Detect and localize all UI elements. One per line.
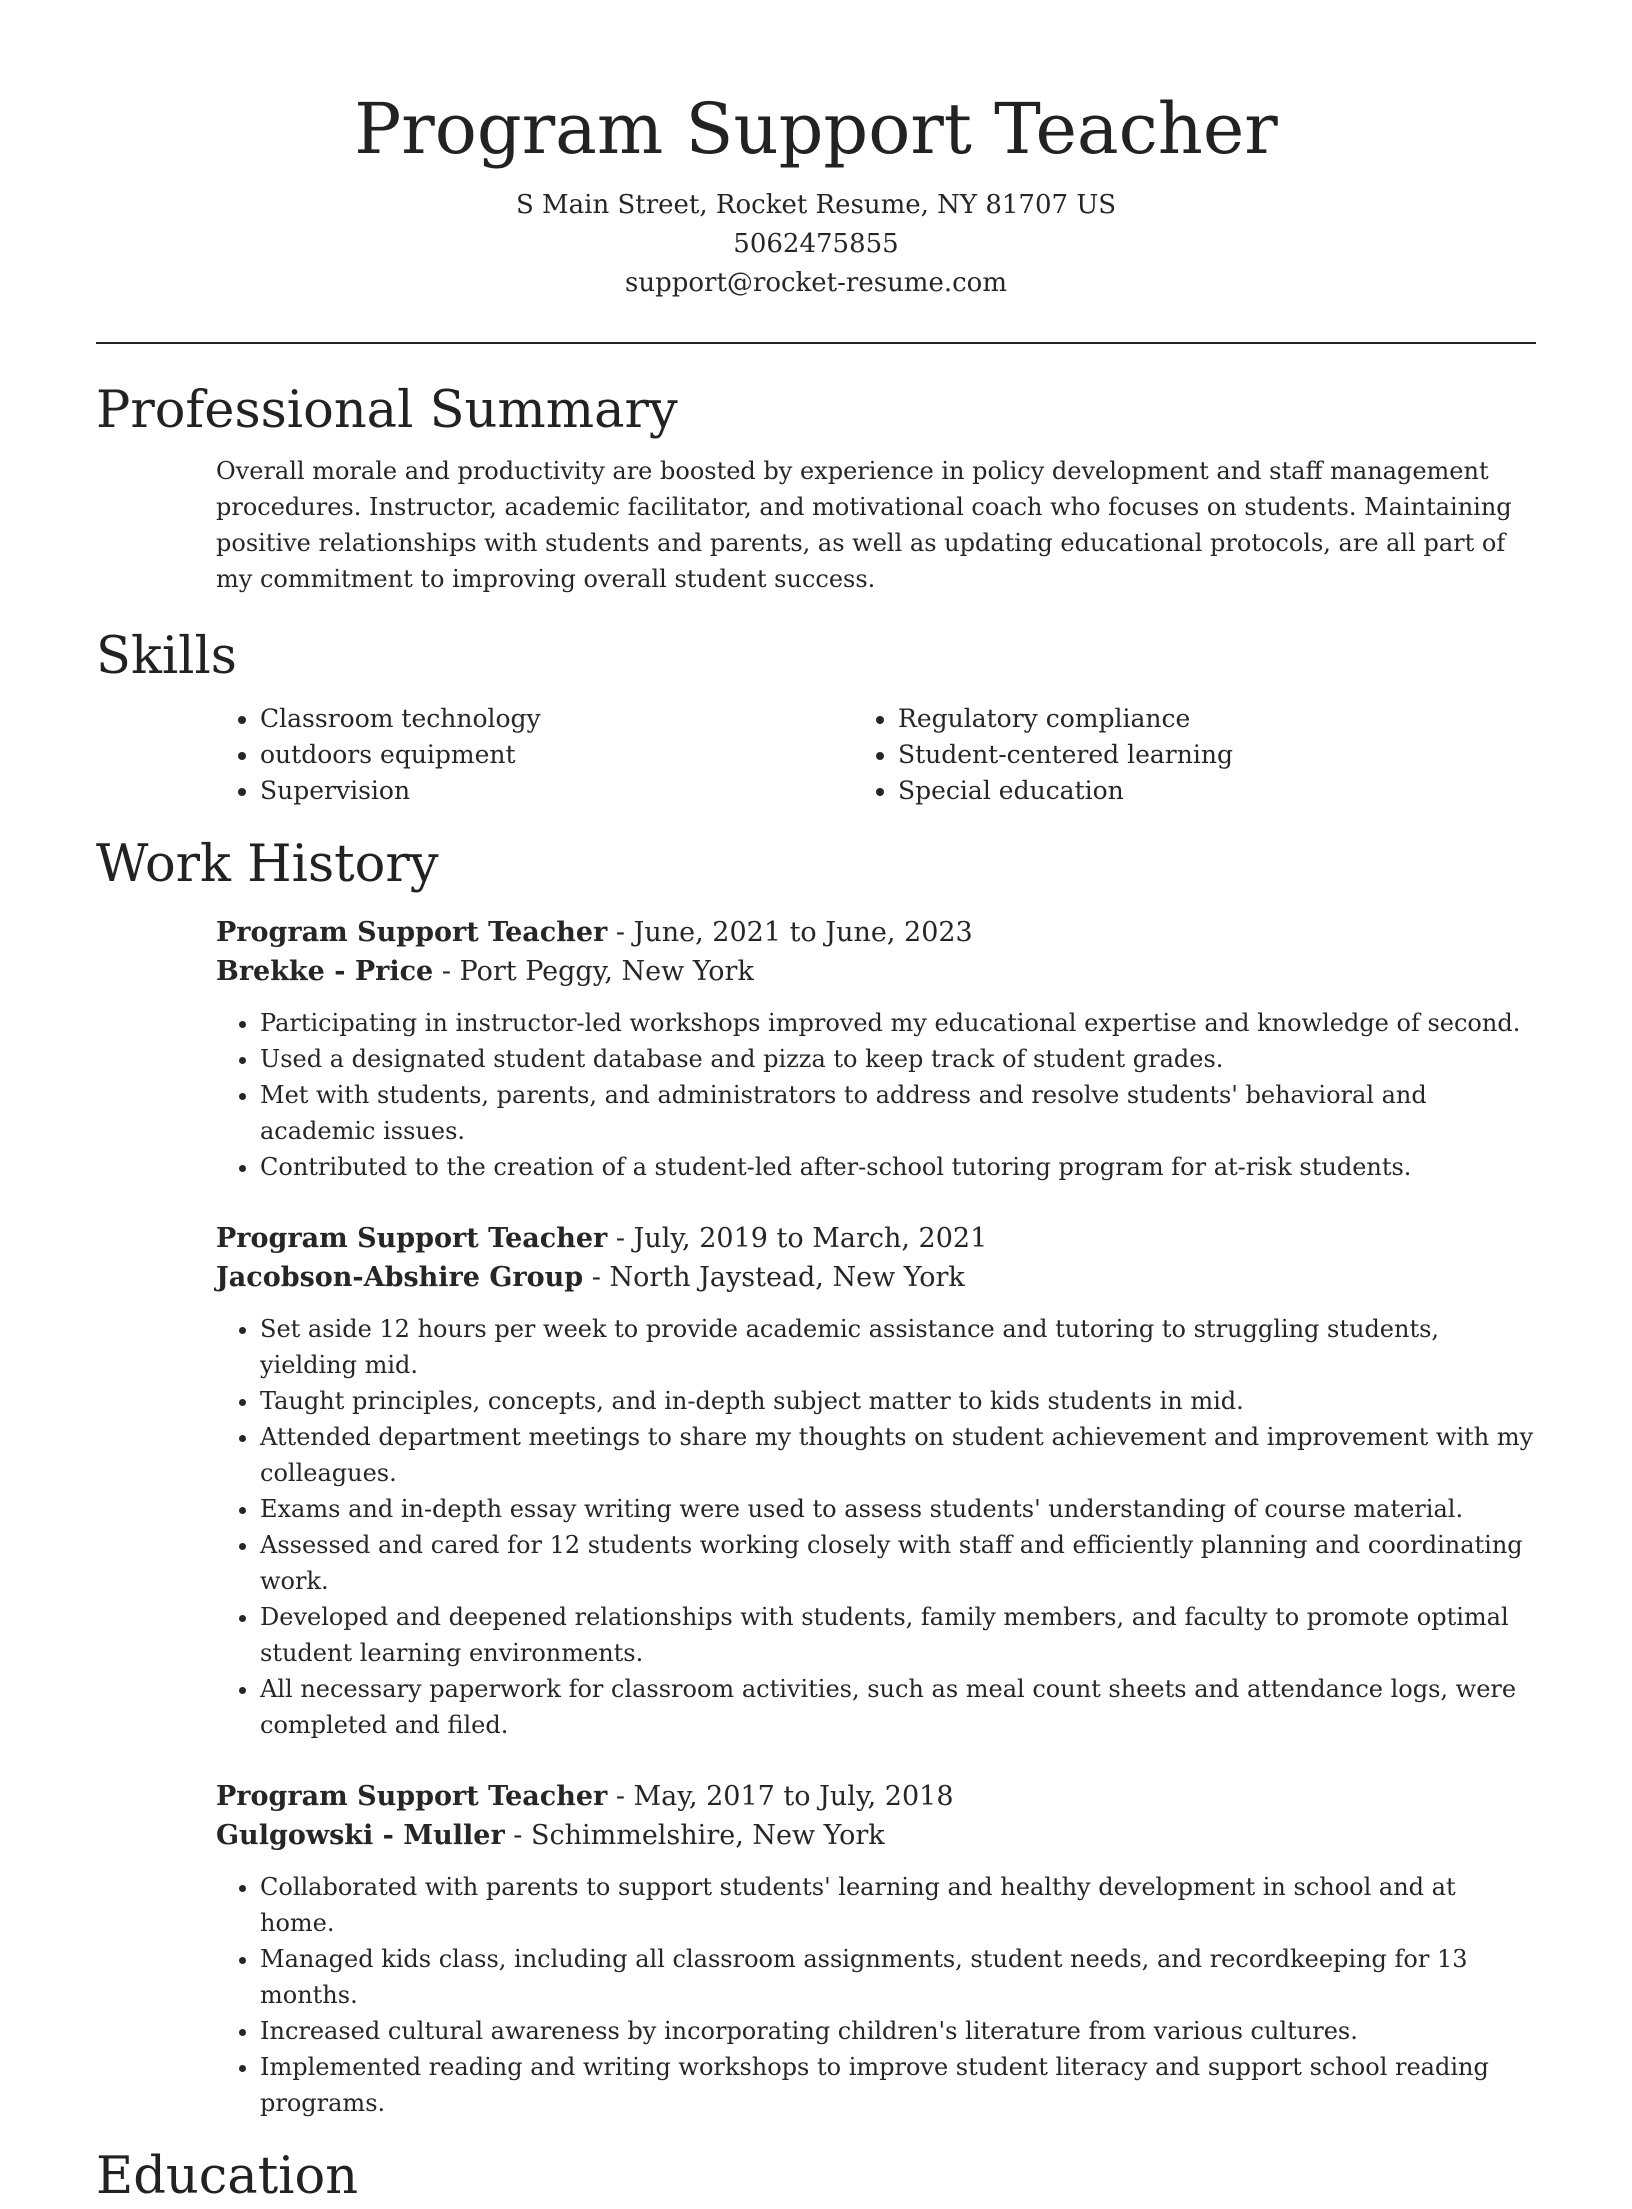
skill-item: • Supervision [260, 773, 898, 809]
resume-header [96, 0, 1536, 303]
job-bullet: • Collaborated with parents to support students' learning and healthy development in school and at home. [260, 1869, 1536, 1941]
skills-column-right [854, 701, 1536, 809]
job-bullet: • Managed kids class, including all classroom assignments, student needs, and recordkeeping for 13 months. [260, 1941, 1536, 2013]
job-bullet: • All necessary paperwork for classroom activities, such as meal count sheets and attendance logs, were completed and filed. [260, 1671, 1536, 1743]
job-bullet: • Contributed to the creation of a student-led after-school tutoring program for at-risk students. [260, 1149, 1536, 1185]
job-bullet: • Met with students, parents, and administrators to address and resolve students' behavioral and academic issues. [260, 1077, 1536, 1149]
job-role: Program Support Teacher [216, 917, 608, 948]
skill-item: • outdoors equipment [260, 737, 898, 773]
skills-heading: Skills [96, 627, 237, 686]
job-role: Program Support Teacher [216, 1781, 608, 1812]
contact-phone: 5062475855 [733, 229, 899, 259]
skill-item: • Student-centered learning [898, 737, 1536, 773]
job-bullet: • Implemented reading and writing workshops to improve student literacy and support school reading programs. [260, 2049, 1536, 2121]
job-entry [216, 1219, 1536, 1743]
summary-heading: Professional Summary [96, 381, 678, 440]
skills-column-left [216, 701, 898, 809]
job-title-line [216, 1777, 1536, 1816]
resume-page [96, 0, 1536, 2206]
job-bullets [216, 1869, 1536, 2121]
job-company-line [216, 1258, 1536, 1297]
job-bullet: • Increased cultural awareness by incorporating children's literature from various cultures. [260, 2013, 1536, 2049]
job-company: Gulgowski - Muller [216, 1820, 505, 1851]
job-dates: - May, 2017 to July, 2018 [607, 1781, 954, 1812]
skill-item: • Special education [898, 773, 1536, 809]
job-bullets [216, 1311, 1536, 1743]
contact-block [96, 186, 1536, 303]
job-bullets [216, 1005, 1536, 1185]
education-heading: Education [96, 2147, 359, 2206]
job-location: - Schimmelshire, New York [504, 1820, 885, 1851]
job-company-line [216, 1816, 1536, 1855]
job-bullet: • Participating in instructor-led workshops improved my educational expertise and knowledge of second. [260, 1005, 1536, 1041]
contact-address: S Main Street, Rocket Resume, NY 81707 US [515, 190, 1117, 220]
job-title-line [216, 913, 1536, 952]
job-company: Brekke - Price [216, 956, 434, 987]
header-divider [96, 342, 1536, 344]
skill-item: • Regulatory compliance [898, 701, 1536, 737]
skills-list [96, 701, 1536, 809]
job-entry [216, 913, 1536, 1185]
job-entry [216, 1777, 1536, 2121]
candidate-name: Program Support Teacher [354, 88, 1278, 170]
job-role: Program Support Teacher [216, 1223, 608, 1254]
job-title-line [216, 1219, 1536, 1258]
job-bullet: • Developed and deepened relationships with students, family members, and faculty to promote optimal student learning environments. [260, 1599, 1536, 1671]
job-location: - North Jaystead, New York [583, 1262, 965, 1293]
job-dates: - June, 2021 to June, 2023 [607, 917, 973, 948]
job-location: - Port Peggy, New York [433, 956, 754, 987]
job-bullet: • Assessed and cared for 12 students working closely with staff and efficiently planning and coordinating work. [260, 1527, 1536, 1599]
job-company: Jacobson-Abshire Group [216, 1262, 584, 1293]
work-history-heading: Work History [96, 835, 439, 894]
job-dates: - July, 2019 to March, 2021 [607, 1223, 988, 1254]
job-bullet: • Used a designated student database and pizza to keep track of student grades. [260, 1041, 1536, 1077]
skill-item: • Classroom technology [260, 701, 898, 737]
job-bullet: • Attended department meetings to share my thoughts on student achievement and improvement with my colleagues. [260, 1419, 1536, 1491]
job-company-line [216, 952, 1536, 991]
contact-email: support@rocket-resume.com [624, 268, 1007, 298]
summary-text: Overall morale and productivity are boosted by experience in policy development and staff management procedures. Instructor, academic facilitator, and motivational coach who focuses on students. Maintaining positive relationships with students and parents, as well as updating educational protocols, are all part of my commitment to improving overall student success. [216, 457, 1512, 593]
job-bullet: • Taught principles, concepts, and in-depth subject matter to kids students in mid. [260, 1383, 1536, 1419]
job-bullet: • Exams and in-depth essay writing were used to assess students' understanding of course material. [260, 1491, 1536, 1527]
job-bullet: • Set aside 12 hours per week to provide academic assistance and tutoring to struggling students, yielding mid. [260, 1311, 1536, 1383]
